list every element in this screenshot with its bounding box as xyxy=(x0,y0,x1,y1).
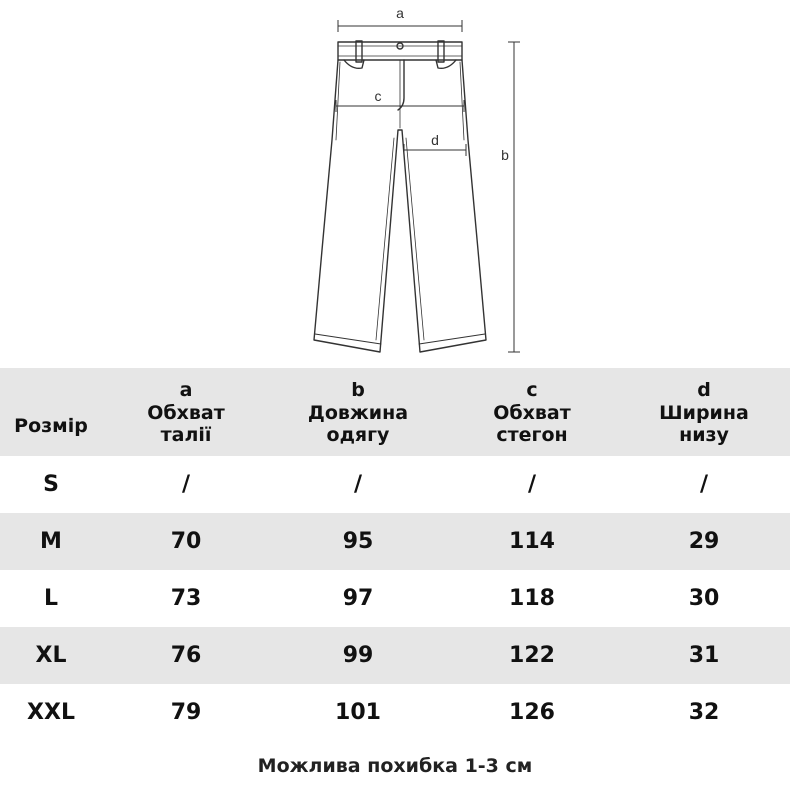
header-letter: c xyxy=(526,379,538,401)
size-table xyxy=(0,368,790,741)
pants-outline xyxy=(314,41,486,352)
cell-c: / xyxy=(527,472,537,497)
cell-a: / xyxy=(181,472,191,497)
cell-b: 101 xyxy=(335,700,381,725)
header-name-line2: стегон xyxy=(496,424,568,446)
cell-a: 76 xyxy=(170,643,202,668)
cell-size: L xyxy=(43,586,59,611)
cell-size: XL xyxy=(35,643,67,668)
header-col-d xyxy=(618,378,790,446)
dim-label-c: c xyxy=(374,88,382,104)
header-letter: b xyxy=(351,379,365,401)
header-name-line2: низу xyxy=(679,424,729,446)
cell-c: 118 xyxy=(509,586,555,611)
header-name-line1: Ширина xyxy=(659,402,749,424)
pants-measurement-diagram xyxy=(0,0,790,368)
cell-c: 122 xyxy=(509,643,555,668)
tolerance-note: Можлива похибка 1-3 см xyxy=(257,755,533,777)
header-letter: d xyxy=(697,379,711,401)
header-name-line2: талії xyxy=(160,424,212,446)
dim-label-a: a xyxy=(396,5,404,21)
header-col-b xyxy=(270,378,446,446)
header-name-line1: Довжина xyxy=(307,402,409,424)
cell-b: / xyxy=(353,472,363,497)
table-row xyxy=(0,513,790,570)
cell-d: 29 xyxy=(688,529,720,554)
table-row xyxy=(0,684,790,741)
cell-b: 97 xyxy=(342,586,374,611)
table-row xyxy=(0,570,790,627)
header-name-line1: Обхват xyxy=(147,402,225,424)
cell-d: 31 xyxy=(688,643,720,668)
table-row xyxy=(0,456,790,513)
cell-a: 73 xyxy=(170,586,202,611)
header-name-line1: Обхват xyxy=(493,402,571,424)
dimension-lines xyxy=(336,20,520,352)
cell-d: 32 xyxy=(688,700,720,725)
dim-label-d: d xyxy=(431,132,439,148)
cell-size: M xyxy=(40,529,62,554)
cell-c: 126 xyxy=(509,700,555,725)
header-size: Розмір xyxy=(14,415,88,437)
cell-a: 70 xyxy=(170,529,202,554)
dim-label-b: b xyxy=(501,147,509,163)
cell-b: 95 xyxy=(342,529,374,554)
cell-size: S xyxy=(43,472,59,497)
table-row xyxy=(0,627,790,684)
header-letter: a xyxy=(179,379,193,401)
cell-c: 114 xyxy=(509,529,555,554)
cell-a: 79 xyxy=(170,700,202,725)
header-name-line2: одягу xyxy=(326,424,390,446)
header-col-c xyxy=(446,378,618,446)
cell-size: XXL xyxy=(27,700,75,725)
cell-d: / xyxy=(699,472,709,497)
cell-d: 30 xyxy=(688,586,720,611)
size-table-header xyxy=(0,368,790,456)
cell-b: 99 xyxy=(342,643,374,668)
header-col-a xyxy=(102,378,270,446)
